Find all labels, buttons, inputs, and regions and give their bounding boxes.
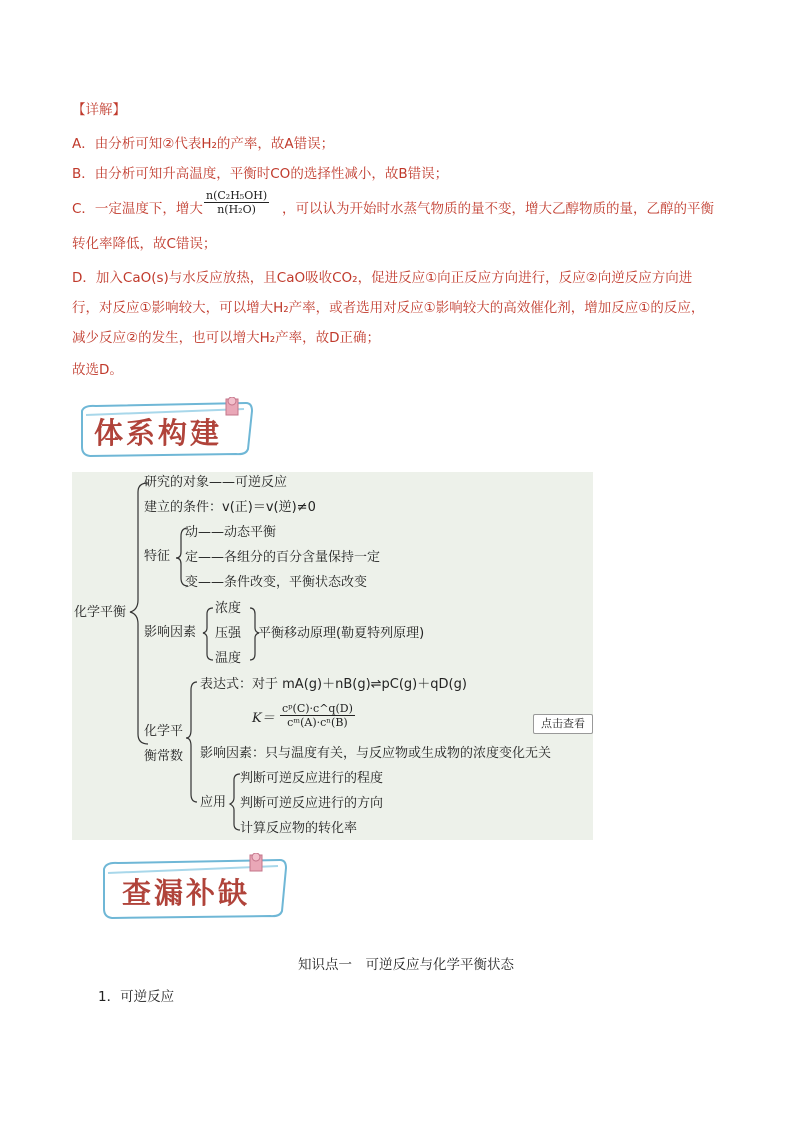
feature-item: 变——条件改变，平衡状态改变 [185, 575, 368, 590]
option-d-line2: 行，对反应①影响较大，可以增大H₂产率，或者选用对反应①影响较大的高效催化剂，增加反应①的反应， [72, 300, 705, 316]
ratio-denominator: n(H₂O) [217, 203, 256, 216]
influence-factor: 影响因素：只与温度有关，与反应物或生成物的浓度变化无关 [200, 746, 552, 761]
constant-label-1: 化学平 [144, 724, 184, 739]
factor-item: 温度 [215, 651, 242, 666]
option-d-line3: 减少反应②的发生，也可以增大H₂产率，故D正确； [72, 330, 381, 346]
section-title-system: 体系构建 [94, 416, 223, 450]
k-denominator: cᵐ(A)·cⁿ(B) [287, 716, 348, 729]
section-badge-system [76, 397, 256, 461]
option-c-prefix: C．一定温度下，增大 [72, 201, 203, 217]
detail-heading: 【详解】 [72, 102, 126, 118]
concept-map [72, 472, 593, 840]
root-label: 化学平衡 [74, 605, 127, 620]
option-c-suffix: ，可以认为开始时水蒸气物质的量不变，增大乙醇物质的量，乙醇的平衡 [282, 201, 714, 217]
application-item: 计算反应物的转化率 [240, 821, 358, 836]
factors-result: 平衡移动原理(勒夏特列原理) [258, 626, 425, 641]
establish-condition: 建立的条件：v(正)＝v(逆)≠0 [144, 500, 316, 515]
view-button[interactable]: 点击查看 [533, 714, 593, 734]
answer: 故选D。 [72, 362, 123, 378]
k-fraction [280, 702, 355, 729]
constant-label-2: 衡常数 [144, 749, 184, 764]
application-item: 判断可逆反应进行的方向 [240, 796, 384, 811]
feature-item: 动——动态平衡 [185, 525, 277, 540]
factor-item: 压强 [215, 626, 242, 641]
application-item: 判断可逆反应进行的程度 [240, 771, 384, 786]
factor-item: 浓度 [215, 601, 242, 616]
k-symbol: K＝ [252, 711, 275, 726]
k-numerator: cᵖ(C)·c^q(D) [282, 702, 353, 715]
option-b: B．由分析可知升高温度，平衡时CO的选择性减小，故B错误； [72, 166, 449, 182]
section-badge-check [98, 853, 290, 923]
ratio-fraction [204, 189, 269, 216]
feature-item: 定——各组分的百分含量保持一定 [185, 550, 381, 565]
features-label: 特征 [144, 549, 171, 564]
option-c-line2: 转化率降低，故C错误； [72, 236, 217, 252]
subsection-title: 1．可逆反应 [98, 989, 175, 1005]
option-a: A．由分析可知②代表H₂的产率，故A错误； [72, 136, 335, 152]
application-label: 应用 [200, 795, 227, 810]
option-d-line1: D．加入CaO(s)与水反应放热，且CaO吸收CO₂，促进反应①向正反应方向进行，反应②向逆反应方向进 [72, 270, 693, 286]
section-title-check: 查漏补缺 [122, 876, 251, 910]
expression: 表达式：对于 mA(g)＋nB(g)⇌pC(g)＋qD(g) [200, 677, 467, 692]
ratio-numerator: n(C₂H₅OH) [206, 189, 268, 202]
research-object: 研究的对象——可逆反应 [144, 475, 288, 490]
factors-label: 影响因素 [144, 625, 197, 640]
knowledge-point-title: 知识点一 可逆反应与化学平衡状态 [298, 957, 514, 973]
